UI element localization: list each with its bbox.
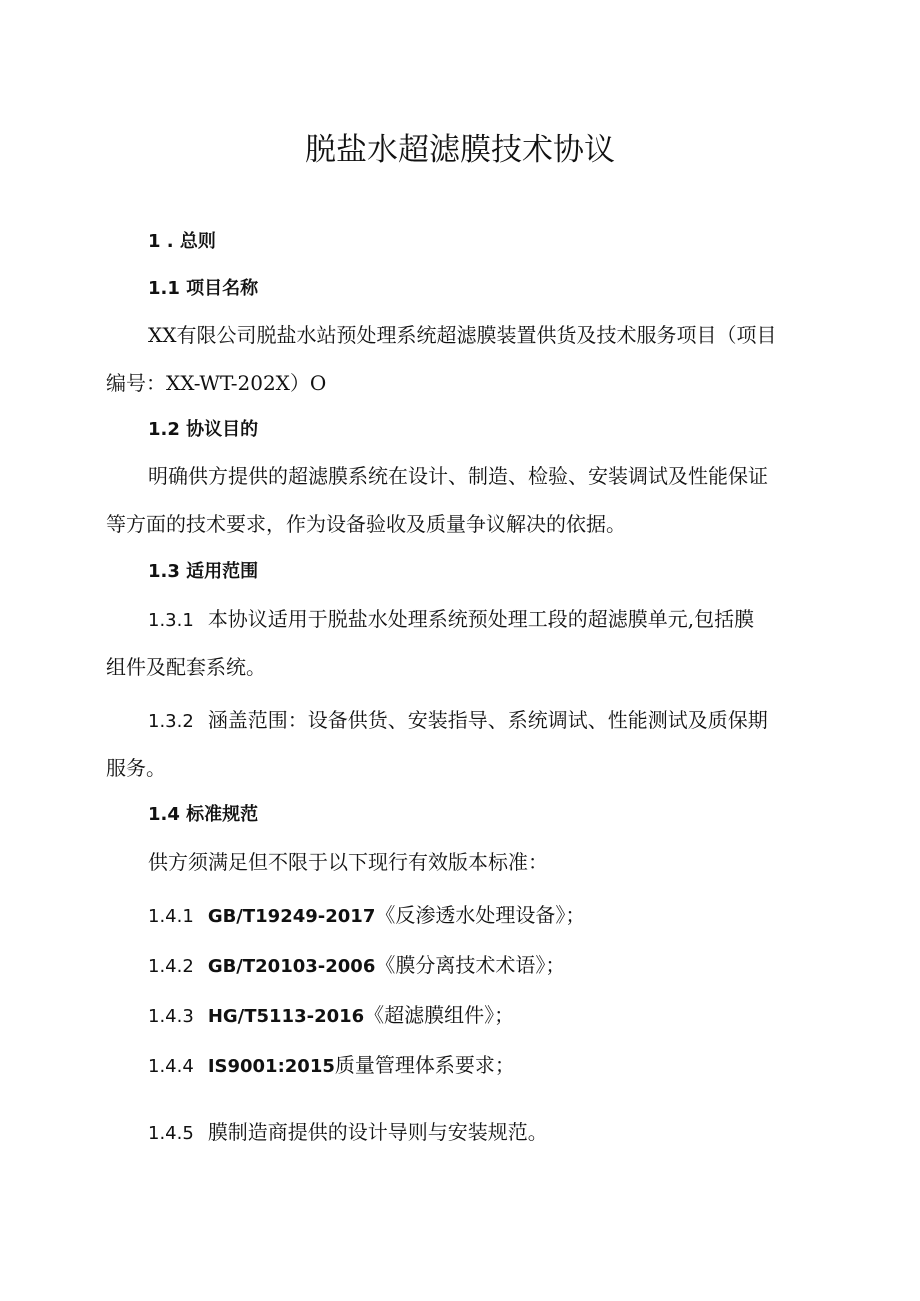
standard-title: 质量管理体系要求； <box>334 1053 515 1077</box>
item-number: 1.4.2 <box>148 956 194 977</box>
section-1-3-1-line2: 组件及配套系统。 <box>106 655 266 679</box>
section-1-3-1-line1 <box>148 604 754 636</box>
item-text: 涵盖范围：设备供货、安装指导、系统调试、性能测试及质保期 <box>207 708 768 732</box>
item-text: 本协议适用于脱盐水处理系统预处理工段的超滤膜单元,包括膜 <box>207 607 755 631</box>
item-number: 1.4.4 <box>148 1056 194 1077</box>
section-1-4-intro: 供方须满足但不限于以下现行有效版本标准： <box>148 850 548 874</box>
item-number: 1.4.5 <box>148 1123 194 1144</box>
standard-item-5 <box>148 1117 548 1149</box>
section-1-1-text-line2: 编号：XX-WT-202X）O <box>106 371 327 395</box>
standard-code: IS9001:2015 <box>207 1056 335 1077</box>
standard-item-2 <box>148 950 565 982</box>
standard-code: HG/T5113-2016 <box>207 1006 365 1027</box>
standard-title: 《反渗透水处理设备》； <box>375 903 586 927</box>
section-1-heading: 1 . 总则 <box>148 231 216 252</box>
section-1-2-text-line2: 等方面的技术要求，作为设备验收及质量争议解决的依据。 <box>106 512 626 536</box>
standard-title: 《膜分离技术术语》； <box>375 953 566 977</box>
standard-title: 《超滤膜组件》； <box>364 1003 515 1027</box>
section-1-1-text-line1: XX有限公司脱盐水站预处理系统超滤膜装置供货及技术服务项目（项目 <box>148 323 777 347</box>
section-1-4-heading: 1.4 标准规范 <box>148 804 259 825</box>
item-number: 1.4.3 <box>148 1006 194 1027</box>
item-number: 1.3.2 <box>148 711 194 732</box>
document-title: 脱盐水超滤膜技术协议 <box>305 132 615 168</box>
section-1-2-heading: 1.2 协议目的 <box>148 419 259 440</box>
standard-item-4 <box>148 1050 515 1082</box>
standard-item-1 <box>148 900 585 932</box>
section-1-3-2-line2: 服务。 <box>106 756 166 780</box>
standard-code: GB/T20103-2006 <box>207 956 376 977</box>
standard-item-3 <box>148 1000 514 1032</box>
section-1-2-text-line1: 明确供方提供的超滤膜系统在设计、制造、检验、安装调试及性能保证 <box>148 464 768 488</box>
standard-title: 膜制造商提供的设计导则与安装规范。 <box>207 1120 548 1144</box>
section-1-1-heading: 1.1 项目名称 <box>148 278 259 299</box>
section-1-3-heading: 1.3 适用范围 <box>148 561 259 582</box>
standard-code: GB/T19249-2017 <box>207 906 376 927</box>
item-number: 1.3.1 <box>148 610 194 631</box>
item-number: 1.4.1 <box>148 906 194 927</box>
section-1-3-2-line1 <box>148 705 768 737</box>
